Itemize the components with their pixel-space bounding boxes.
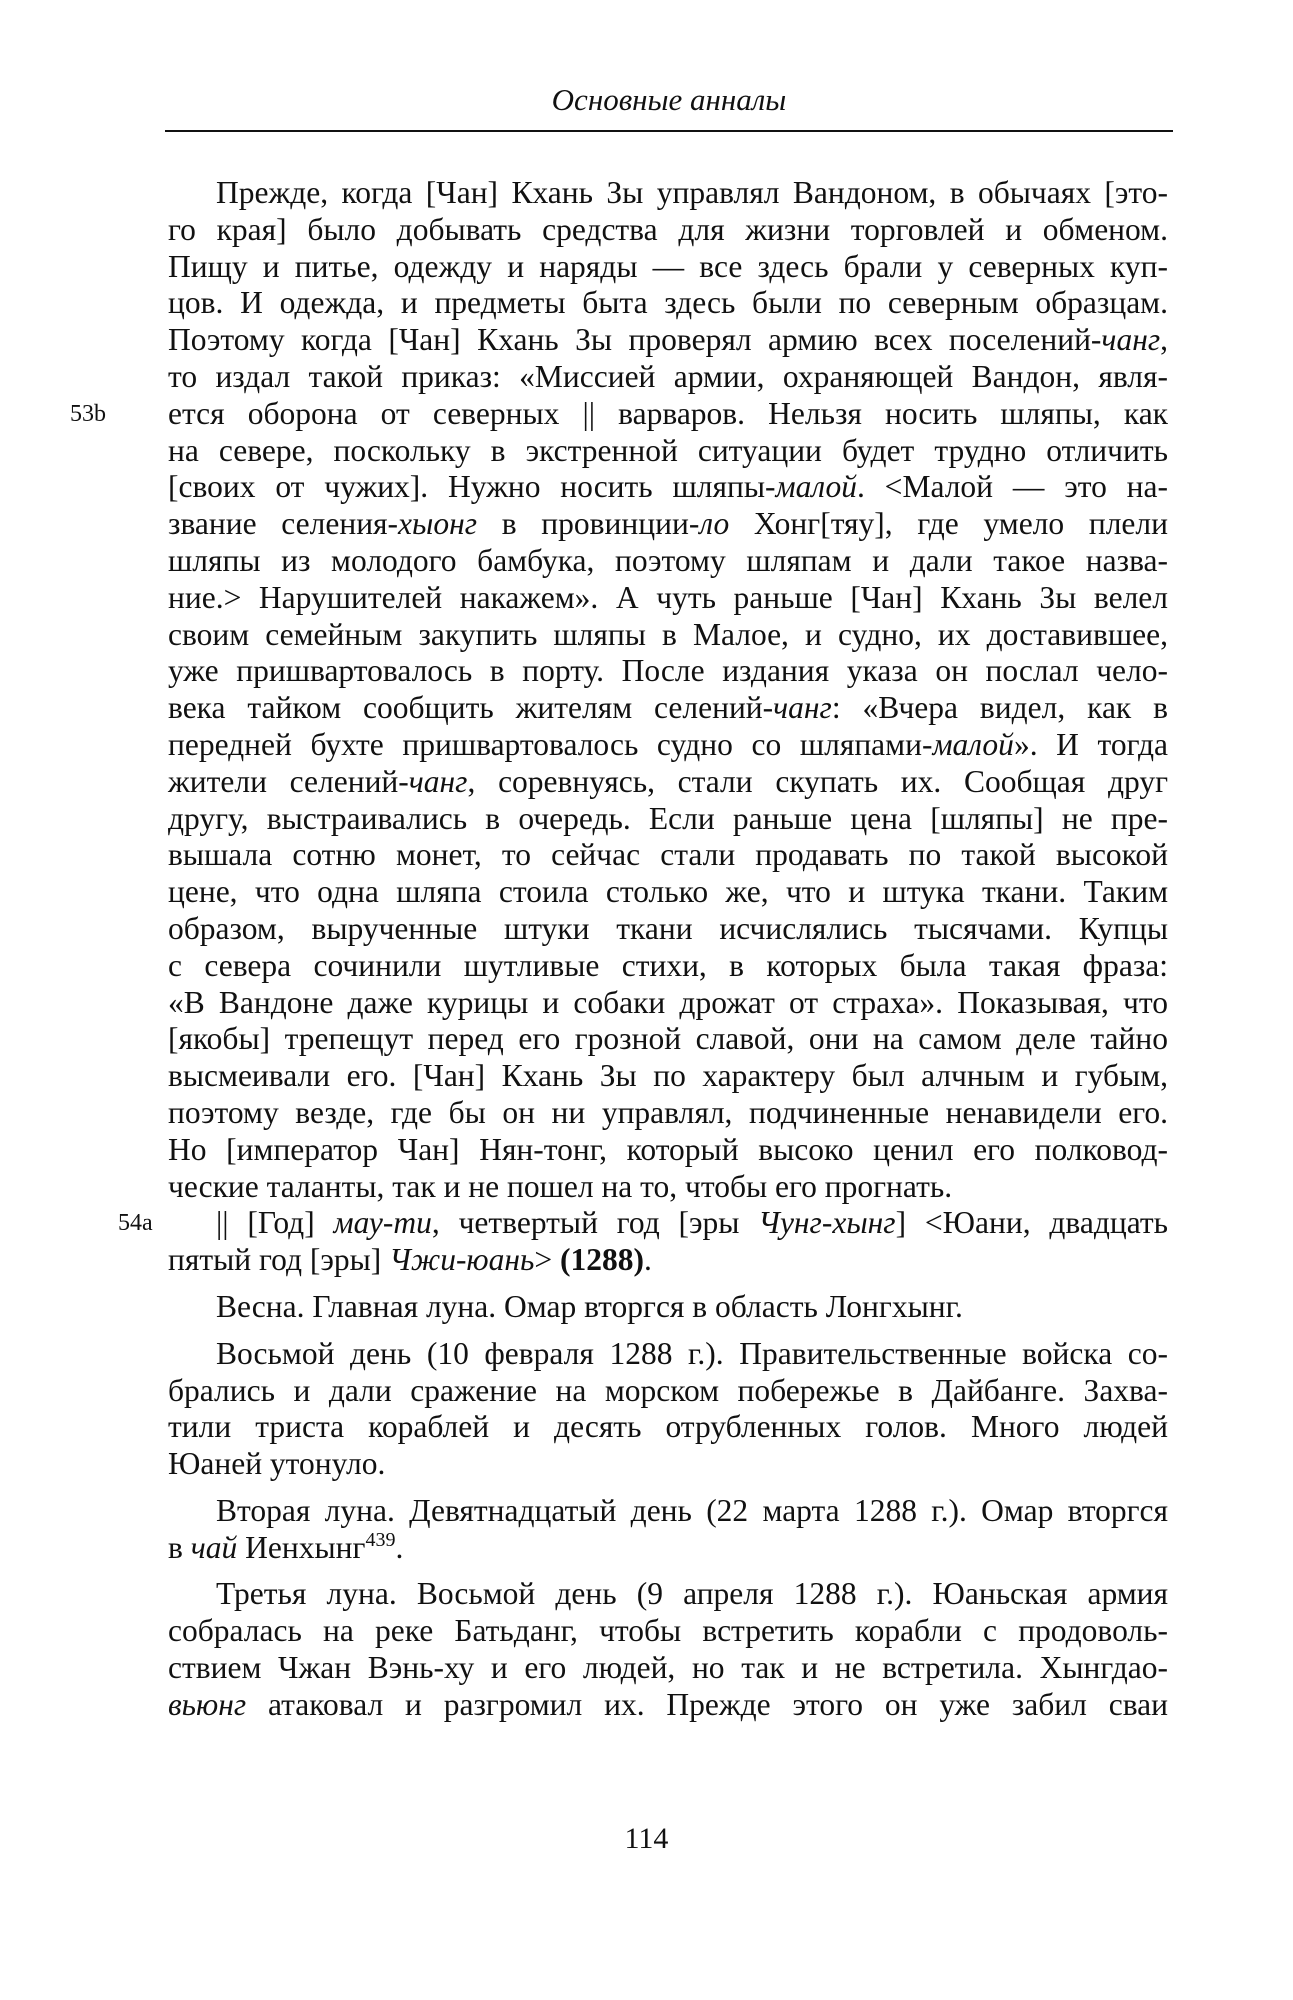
paragraph-1-line-28: ческие таланты, так и не пошел на то, чтобы его прогнать. [168, 1168, 953, 1204]
paragraph-5 [168, 1493, 1168, 1567]
paragraph-5-line-1: Вторая луна. Девятнадцатый день (22 марта 1288 г.). Омар вторгся [216, 1492, 1168, 1528]
paragraph-1-line-23: «В Вандоне даже курицы и собаки дрожат от страха». Показывая, что [168, 984, 1168, 1020]
page-number: 114 [624, 1822, 669, 1855]
paragraph-1-line-12: ние.> Нарушителей накажем». А чуть раньше [Чан] Кхань Зы велел [168, 579, 1168, 615]
paragraph-1-line-26: поэтому везде, где бы он ни управлял, подчиненные ненавидели его. [168, 1094, 1168, 1130]
paragraph-4-line-4: Юаней утонуло. [168, 1446, 386, 1482]
paragraph-2-line-2: пятый год [эры] Чжи-юань> (1288). [168, 1242, 652, 1278]
paragraph-1-line-17: жители селений-чанг, соревнуясь, стали скупать их. Сообщая друг [168, 763, 1169, 799]
paragraph-1-line-8: на севере, поскольку в экстренной ситуации будет трудно отличить [168, 432, 1168, 468]
paragraph-6: Третья луна. Восьмой день (9 апреля 1288 г.). Юаньская армия собралась на реке Батьданг, чтобы встретить корабли с продоволь- ствием Чжан Вэнь-ху и его людей, но так и не встретила. Хынгдао- вьюнг атаковал и разгромил их. Прежде этого он уже забил сваи [168, 1576, 1168, 1722]
paragraph-1 [70, 175, 1169, 1205]
paragraph-1-line-21: образом, вырученные штуки ткани исчислялись тысячами. Купцы [168, 910, 1168, 946]
paragraph-4-line-2: брались и дали сражение на морском побережье в Дайбанге. Захва- [168, 1372, 1168, 1408]
paragraph-6-line-4: вьюнг атаковал и разгромил их. Прежде этого он уже забил сваи [168, 1686, 1168, 1722]
paragraph-2-line-1: 54a || [Год] мау-ти, четвертый год [эры Чунг-хынг] <Юани, двадцать [168, 1205, 1168, 1242]
paragraph-4 [168, 1336, 1168, 1483]
page-body [70, 175, 1169, 1724]
paragraph-1-line-9: [своих от чужих]. Нужно носить шляпы-малой. <Малой — это на- [168, 469, 1168, 505]
paragraph-1-line-5: Поэтому когда [Чан] Кхань Зы проверял армию всех поселений-чанг, [168, 322, 1168, 358]
paragraph-1-line-24: [якобы] трепещут перед его грозной славой, они на самом деле тайно [168, 1021, 1168, 1057]
paragraph-1-line-27: Но [император Чан] Нян-тонг, который высоко ценил его полковод- [168, 1131, 1168, 1167]
paragraph-1-line-3: Пищу и питье, одежду и наряды — все здесь брали у северных куп- [168, 248, 1168, 284]
paragraph-5-line-2: в чай Иенхынг$^{439}$. [168, 1528, 404, 1565]
footnote-ref-439: 439 [365, 1528, 396, 1551]
paragraph-1-line-4: цов. И одежда, и предметы быта здесь были по северным образцам. [168, 285, 1168, 321]
paragraph-4-line-1: Восьмой день (10 февраля 1288 г.). Правительственные войска со- [216, 1335, 1168, 1371]
paragraph-1-line-15: века тайком сообщить жителям селений-чанг: «Вчера видел, как в [168, 690, 1168, 726]
paragraph-1-line-13: своим семейным закупить шляпы в Малое, и судно, их доставившее, [168, 616, 1168, 652]
paragraph-1-line-7: 53b ется оборона от северных || варваров. Нельзя носить шляпы, как [70, 395, 1168, 431]
running-header: Основные анналы [551, 82, 787, 117]
header-rule [165, 130, 1173, 132]
paragraph-1-line-19: вышала сотню монет, то сейчас стали продавать по такой высокой [168, 837, 1168, 873]
paragraph-1-line-6: то издал такой приказ: «Миссией армии, охраняющей Вандон, явля- [168, 358, 1168, 394]
paragraph-1-line-18: другу, выстраивались в очередь. Если раньше цена [шляпы] не пре- [168, 800, 1168, 836]
paragraph-1-line-25: высмеивали его. [Чан] Кхань Зы по характеру был алчным и губым, [168, 1058, 1168, 1094]
paragraph-1-line-10: звание селения-хыонг в провинции-ло Хонг[тяу], где умело плели [168, 506, 1168, 542]
paragraph-1-line-2: го края] было добывать средства для жизни торговлей и обменом. [168, 211, 1168, 247]
paragraph-1-line-1: Прежде, когда [Чан] Кхань Зы управлял Вандоном, в обычаях [это- [216, 175, 1168, 210]
paragraph-1-line-11: шляпы из молодого бамбука, поэтому шляпам и дали такое назва- [168, 542, 1168, 578]
paragraph-2 [118, 1205, 1169, 1279]
margin-note-53b: 53b [70, 400, 106, 427]
paragraph-1-line-14: уже пришвартовалось в порту. После издания указа он послал чело- [168, 653, 1168, 689]
paragraph-1-line-20: цене, что одна шляпа стоила столько же, что и штука ткани. Таким [168, 874, 1168, 910]
paragraph-1-line-16: передней бухте пришвартовалось судно со шляпами-малой». И тогда [168, 726, 1169, 762]
paragraph-4-line-3: тили триста кораблей и десять отрубленных голов. Много людей [168, 1409, 1168, 1445]
margin-note-54a: 54a [118, 1210, 153, 1237]
paragraph-3: Весна. Главная луна. Омар вторгся в область Лонгхынг. [216, 1288, 963, 1324]
paragraph-1-line-22: с севера сочинили шутливые стихи, в которых была такая фраза: [168, 947, 1168, 983]
